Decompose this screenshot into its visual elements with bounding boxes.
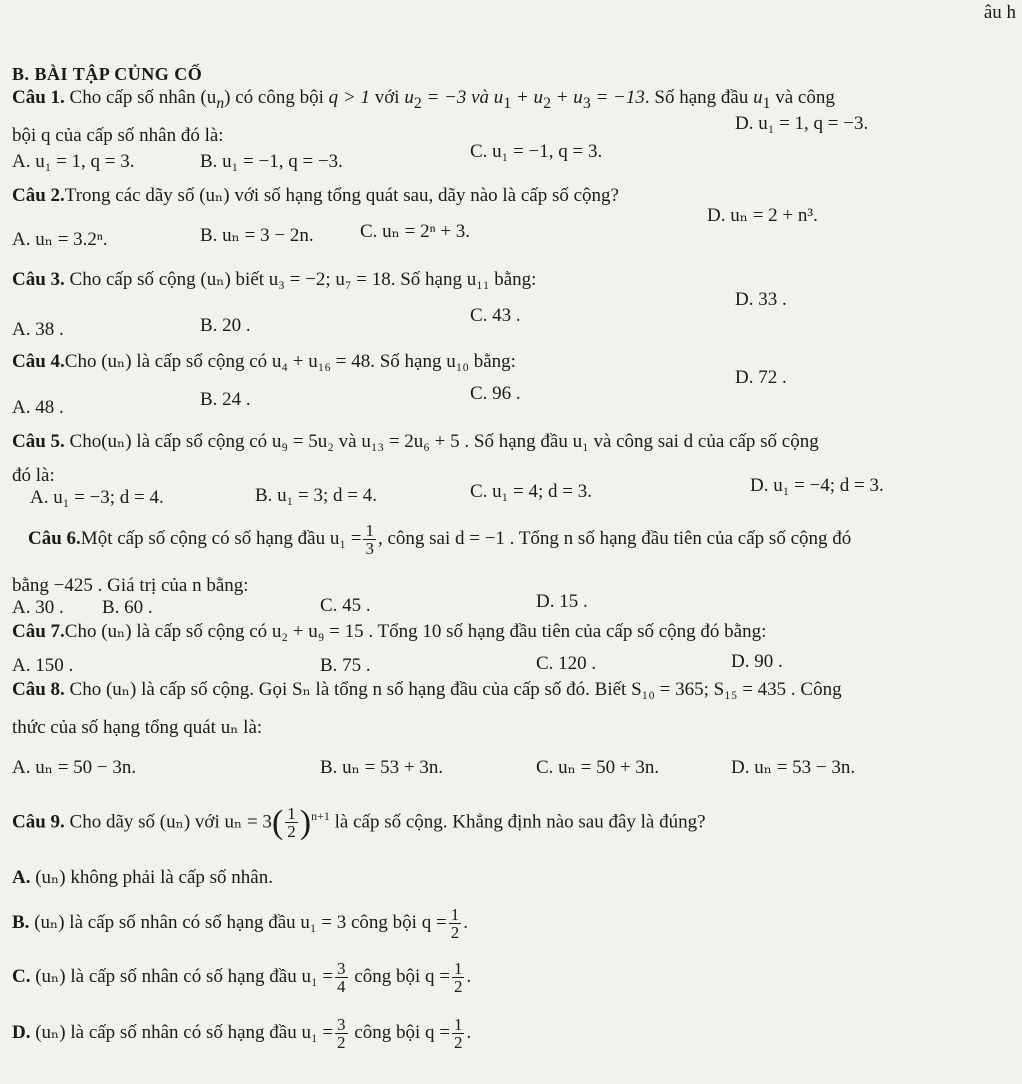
section-title: B. BÀI TẬP CỦNG CỐ xyxy=(12,64,203,84)
q8-stem: Câu 8. Cho (uₙ) là cấp số cộng. Gọi Sₙ là tổng n số hạng đầu của cấp số đó. Biết S₁₀ = 365; S₁₅ = 435 . Công xyxy=(12,679,842,700)
q4-stem: Câu 4.Cho (uₙ) là cấp số cộng có u₄ + u₁₆ = 48. Số hạng u₁₀ bằng: xyxy=(12,351,516,372)
q2-option-b: B. uₙ = 3 − 2n. xyxy=(200,225,314,246)
q5-option-d: D. u₁ = −4; d = 3. xyxy=(750,475,884,496)
q4-option-b: B. 24 . xyxy=(200,389,251,410)
q7-stem: Câu 7.Cho (uₙ) là cấp số cộng có u₂ + u₉ = 15 . Tổng 10 số hạng đầu tiên của cấp số cộng đó bằng: xyxy=(12,621,767,642)
q2-option-a: A. uₙ = 3.2ⁿ. xyxy=(12,229,108,250)
q8-option-a: A. uₙ = 50 − 3n. xyxy=(12,757,137,778)
q9-option-c-u-fraction: $\frac{3}{4}$ xyxy=(337,959,346,996)
q6-option-d: D. 15 . xyxy=(536,591,588,612)
q7-option-c: C. 120 . xyxy=(536,653,597,674)
q1-option-d: D. u₁ = 1, q = −3. xyxy=(735,113,869,134)
q9-option-b-fraction: $\frac{1}{2}$ xyxy=(450,905,460,942)
q9-option-c: C. (uₙ) là cấp số nhân có số hạng đầu u₁ = $\frac{3}{4}$ công bội q = $\frac{1}{2}$ . xyxy=(12,959,472,996)
q9-option-d: D. (uₙ) là cấp số nhân có số hạng đầu u₁ = $\frac{3}{2}$ công bội q = $\frac{1}{2}$ . xyxy=(12,1015,472,1052)
q9-option-a: A. (uₙ) không phải là cấp số nhân. xyxy=(12,867,273,888)
q4-option-a: A. 48 . xyxy=(12,397,64,418)
q5-stem: Câu 5. Cho(uₙ) là cấp số cộng có u₉ = 5u₂ và u₁₃ = 2u₆ + 5 . Số hạng đầu u₁ và công sai d của cấp số cộng xyxy=(12,431,819,452)
q1-option-c: C. u₁ = −1, q = 3. xyxy=(470,141,603,162)
q8-option-b: B. uₙ = 53 + 3n. xyxy=(320,757,444,778)
q6-fraction: $\frac{1}{3}$ xyxy=(365,521,374,558)
q5-stem-cont: đó là: xyxy=(12,465,55,486)
q9-option-d-q-fraction: $\frac{1}{2}$ xyxy=(453,1015,463,1052)
q3-option-b: B. 20 . xyxy=(200,315,251,336)
q6-option-a: A. 30 . xyxy=(12,597,64,618)
q3-option-c: C. 43 . xyxy=(470,305,521,326)
q6-stem-cont: bằng −425 . Giá trị của n bằng: xyxy=(12,575,249,596)
q7-option-a: A. 150 . xyxy=(12,655,74,676)
q7-option-d: D. 90 . xyxy=(731,651,783,672)
q7-option-b: B. 75 . xyxy=(320,655,371,676)
q1-stem-cont: bội q của cấp số nhân đó là: xyxy=(12,125,224,146)
q2-stem: Câu 2.Trong các dãy số (uₙ) với số hạng tổng quát sau, dãy nào là cấp số cộng? xyxy=(12,185,619,206)
q6-stem: Câu 6.Một cấp số cộng có số hạng đầu u₁ = $\frac{1}{3}$ , công sai d = −1 . Tổng n số hạng đầu tiên của cấp số cộng đó xyxy=(28,521,852,558)
q8-option-d: D. uₙ = 53 − 3n. xyxy=(731,757,856,778)
q5-option-a: A. u₁ = −3; d = 4. xyxy=(30,487,164,508)
q9-fraction: $\frac{1}{2}$ xyxy=(287,804,296,842)
header-fragment: âu h xyxy=(983,2,1016,23)
q6-option-b: B. 60 . xyxy=(102,597,153,618)
q5-option-c: C. u₁ = 4; d = 3. xyxy=(470,481,593,502)
q1-option-a: A. u₁ = 1, q = 3. xyxy=(12,151,135,172)
q9-option-c-q-fraction: $\frac{1}{2}$ xyxy=(453,959,463,996)
q3-option-d: D. 33 . xyxy=(735,289,787,310)
q1-option-b: B. u₁ = −1, q = −3. xyxy=(200,151,343,172)
q2-option-d: D. uₙ = 2 + n³. xyxy=(707,205,818,226)
q2-option-c: C. uₙ = 2ⁿ + 3. xyxy=(360,221,471,242)
q6-option-c: C. 45 . xyxy=(320,595,371,616)
q3-option-a: A. 38 . xyxy=(12,319,64,340)
q8-option-c: C. uₙ = 50 + 3n. xyxy=(536,757,660,778)
q8-stem-cont: thức của số hạng tổng quát uₙ là: xyxy=(12,717,263,738)
q5-option-b: B. u₁ = 3; d = 4. xyxy=(255,485,378,506)
q4-option-c: C. 96 . xyxy=(470,383,521,404)
q1-stem: Câu 1. Cho cấp số nhân $(u_n)$ có công bội q > 1 với $u_2 = -3$ và $u_1 + u_2 + u_3 = -13$. Số hạng đầu $u_1$ và công xyxy=(12,87,835,112)
q9-stem: Câu 9. Cho dãy số (uₙ) với uₙ = 3( $\frac{1}{2}$ )$^{n+1}$ là cấp số cộng. Khẳng định nào sau đây là đúng? xyxy=(12,803,706,842)
q4-option-d: D. 72 . xyxy=(735,367,787,388)
q9-option-d-u-fraction: $\frac{3}{2}$ xyxy=(337,1015,346,1052)
q3-stem: Câu 3. Cho cấp số cộng (uₙ) biết u₃ = −2; u₇ = 18. Số hạng u₁₁ bằng: xyxy=(12,269,537,290)
q9-option-b: B. (uₙ) là cấp số nhân có số hạng đầu u₁ = 3 công bội q = $\frac{1}{2}$ . xyxy=(12,905,468,942)
